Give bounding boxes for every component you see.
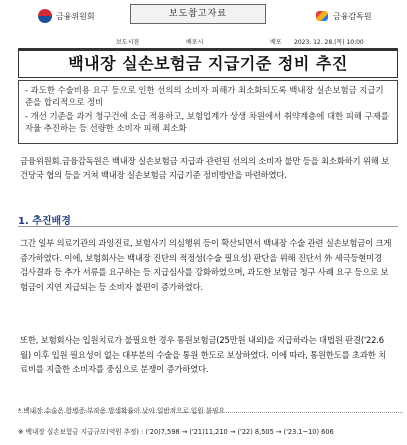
embargo-label: 보도시점 [116,39,140,46]
date-label: 배포 [270,39,282,46]
background-paragraph-2: 또한, 보험회사는 입원치료가 불필요한 경우 통원보험금(25만원 내외)을 지급하라는 대법원 판결('22.6월) 이후 입원 필요성이 없는 대부분의 수술을 통원 한도로 보상하였다. 이에 따라, 통원한도를 초과한 치료비를 지출한 소비자를 중심으로 분쟁이 증가하였다. [20,335,386,374]
fss-emblem-icon [315,9,329,23]
left-org-name: 금융위원회 [56,11,95,21]
release-meta [18,36,398,48]
footnote-divider [18,412,403,413]
right-org-name: 금융감독원 [333,11,372,21]
taeguk-emblem-icon [38,9,52,23]
summary-item: - 개선 기준을 과거 청구건에 소급 적용하고, 보험업계가 상생 차원에서 취약계층에 대한 피해 구제를 자율 추진하는 등 선량한 소비자 피해 최소화 [25,111,389,133]
intro-paragraph: 금융위원회․금융감독원은 백내장 실손보험금 지급과 관련된 선의의 소비자 불만 등을 최소화하기 위해 보건당국 협의 등을 거쳐 백내장 실손보험금 지급기준 정비방안을 마련하였다. [20,156,389,180]
fss-logo [315,8,372,24]
fsc-logo [38,8,95,24]
section-title: 1. 추진배경 [18,216,71,227]
footnote-2: ※ 백내장 실손보험금 지급규모(억원 추정) : ('20)7,598 → ('21)11,210 → ('22) 8,505 → ('23.1~10) 606 [18,428,334,436]
footnote-1: * 백내장 수술은 합병증·부작용 발생확률이 낮아 일반적으로 입원 불필요 [18,407,225,415]
doc-type-label: 보도참고자료 [130,4,266,24]
background-paragraph-1: 그간 일부 의료기관의 과잉진료, 보험사기 의심행위 등이 확산되면서 백내장 수술 관련 실손보험금이 크게 증가하였다. 이에, 보험회사는 백내장 진단의 적정성(수술 필요성) 판단을 위해 진단서 外 세극등현미경 검사결과 등 추가 서류를 요구하는 등 지급심사를 강화하였으며, 과도한 보험금 청구 사례 요구 등으로 보험금이 지연 지급되는 등 소비자 불편이 증가하였다. [20,238,392,292]
header [0,0,407,30]
release-label: 배포시 [186,39,204,46]
section-divider [18,226,398,227]
title-box [18,50,398,78]
date-value: 2023. 12. 28.(목) 10:00 [294,39,364,46]
summary-box [18,80,398,144]
summary-item: - 과도한 수술비용 요구 등으로 인한 선의의 소비자 피해가 최소화되도록 백내장 실손보험금 지급기준을 합리적으로 정비 [25,85,384,107]
page-title: 백내장 실손보험금 지급기준 정비 추진 [68,54,348,73]
section-heading [18,211,398,227]
